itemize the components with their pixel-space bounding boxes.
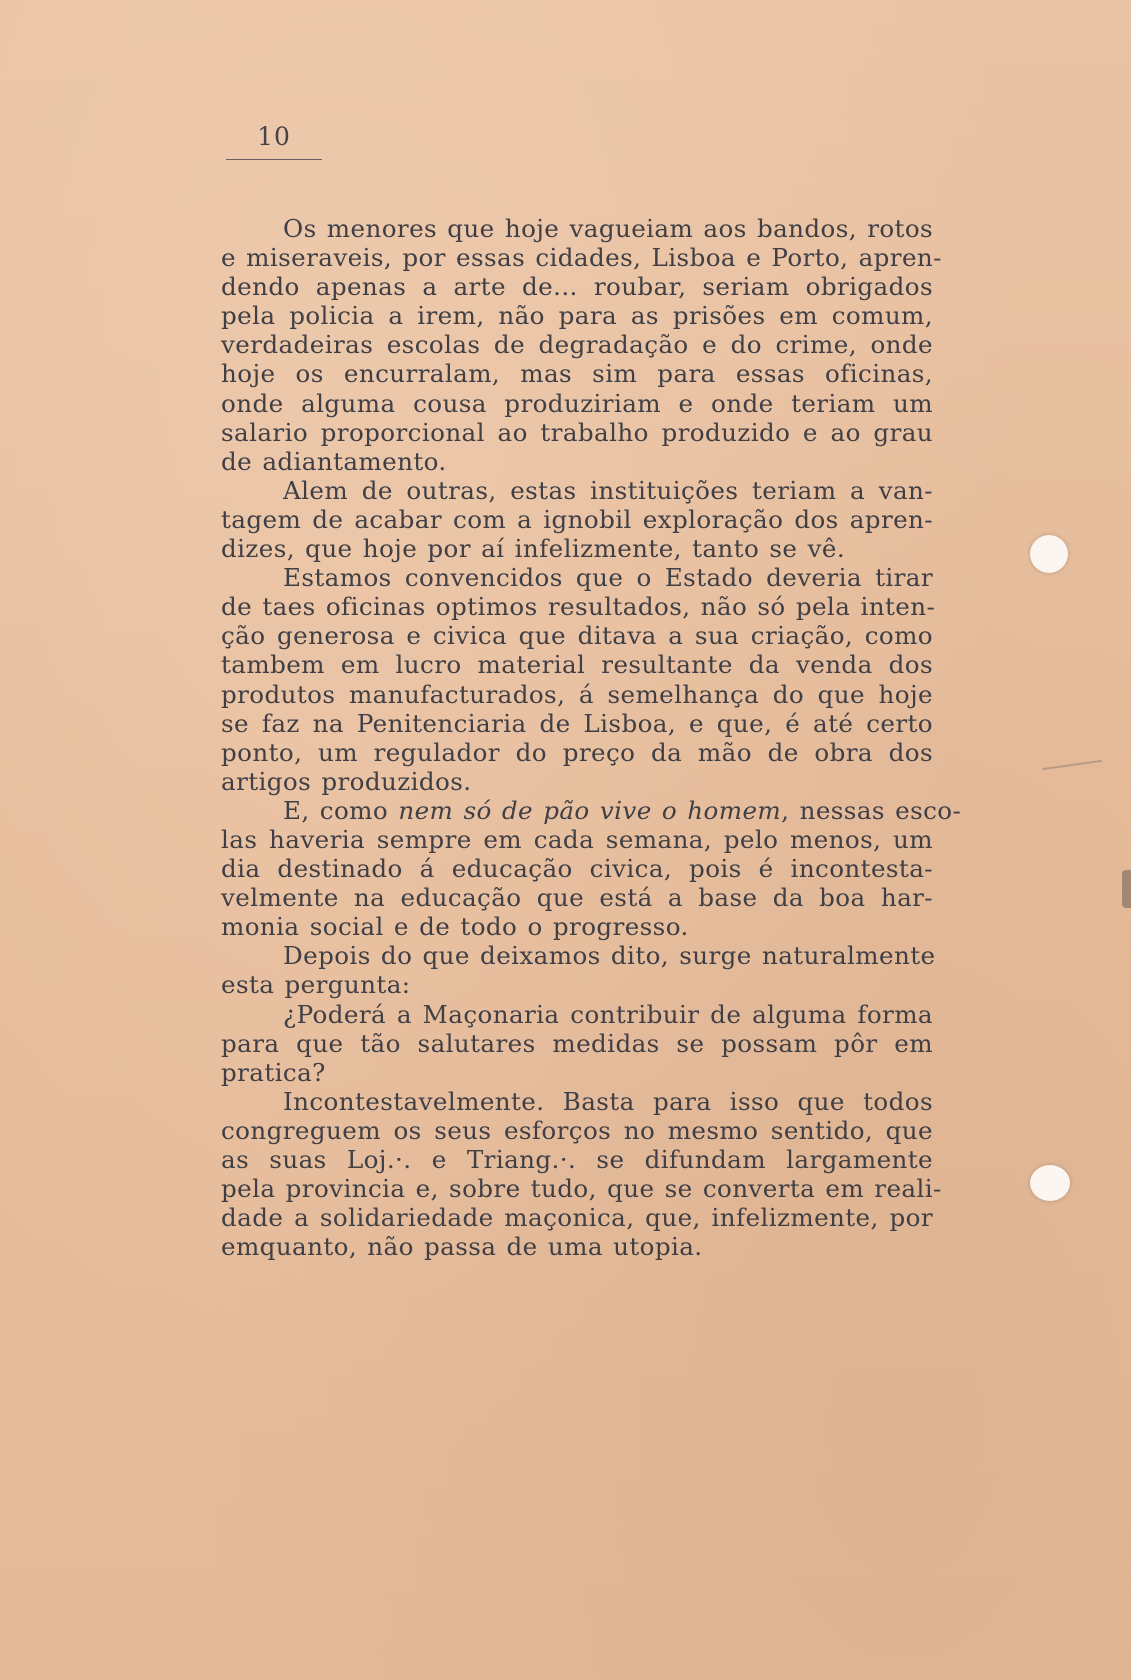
text-line: Depois do que deixamos dito, surge naturalmente (283, 941, 936, 971)
text-line: dia destinado á educação civica, pois é incontesta- (221, 854, 933, 884)
text-line: dade a solidariedade maçonica, que, infelizmente, por (221, 1203, 933, 1233)
text-line: tagem de acabar com a ignobil exploração dos apren- (221, 504, 933, 534)
text-line: as suas Loj.·. e Triang.·. se difundam largamente (221, 1145, 933, 1174)
paragraph (221, 795, 962, 942)
text-line: ção generosa e civica que ditava a sua criação, como (221, 621, 933, 651)
text-line: ponto, um regulador do preço da mão de obra dos (221, 737, 933, 767)
text-line: monia social e de todo o progresso. (221, 912, 689, 942)
text-body (221, 214, 962, 1262)
text-line: de taes oficinas optimos resultados, não só pela inten- (221, 592, 936, 622)
text-line: para que tão salutares medidas se possam pôr em (221, 1028, 933, 1058)
text-line: dendo apenas a arte de... roubar, seriam obrigados (221, 272, 933, 302)
text-line: tambem em lucro material resultante da venda dos (221, 650, 933, 680)
edge-tear-mark (1122, 870, 1131, 908)
text-line: pela provincia e, sobre tudo, que se converta em reali- (221, 1174, 942, 1204)
text-line: dizes, que hoje por aí infelizmente, tanto se vê. (221, 534, 846, 564)
text-line: las haveria sempre em cada semana, pelo menos, um (221, 824, 933, 854)
text-line: Estamos convencidos que o Estado deveria tirar (283, 563, 933, 593)
text-line: velmente na educação que está a base da boa har- (221, 883, 933, 913)
page-number: 10 (257, 122, 291, 151)
text-line: E, como nem só de pão vive o homem, nessas esco- (283, 795, 962, 825)
text-line: artigos produzidos. (221, 766, 472, 796)
text-line: pratica? (221, 1057, 326, 1087)
paragraph (221, 214, 942, 476)
text-line: Os menores que hoje vagueiam aos bandos, rotos (283, 214, 934, 243)
text-line: e miseraveis, por essas cidades, Lisboa e Porto, apren- (221, 243, 942, 273)
paragraph (221, 563, 936, 796)
text-line: pela policia a irem, não para as prisões em comum, (221, 301, 933, 331)
text-line: produtos manufacturados, á semelhança do que hoje (221, 679, 933, 709)
text-line: hoje os encurralam, mas sim para essas oficinas, (221, 359, 933, 389)
paragraph (221, 1086, 942, 1262)
binding-hole-bottom (1030, 1165, 1070, 1201)
text-line: onde alguma cousa produziriam e onde teriam um (221, 388, 933, 418)
text-line: Alem de outras, estas instituições teriam a van- (283, 475, 933, 505)
header-rule (226, 159, 322, 160)
text-line: se faz na Penitenciaria de Lisboa, e que, é até certo (221, 708, 933, 738)
text-line: congreguem os seus esforços no mesmo sentido, que (221, 1115, 933, 1145)
italic-phrase: nem só de pão vive o homem (398, 795, 782, 825)
paragraph (221, 476, 933, 563)
text-line: esta pergunta: (221, 970, 411, 1000)
paragraph (221, 941, 936, 1000)
text-line: emquanto, não passa de uma utopia. (221, 1232, 703, 1262)
text-line: ¿Poderá a Maçonaria contribuir de alguma forma (283, 999, 933, 1029)
text-line: salario proporcional ao trabalho produzido e ao grau (221, 417, 933, 447)
paragraph (221, 1000, 933, 1087)
text-line: verdadeiras escolas de degradação e do crime, onde (221, 330, 933, 360)
edge-scratch (1042, 760, 1102, 770)
text-line: Incontestavelmente. Basta para isso que todos (283, 1086, 933, 1116)
binding-hole-top (1030, 535, 1068, 573)
text-line: de adiantamento. (221, 446, 447, 476)
